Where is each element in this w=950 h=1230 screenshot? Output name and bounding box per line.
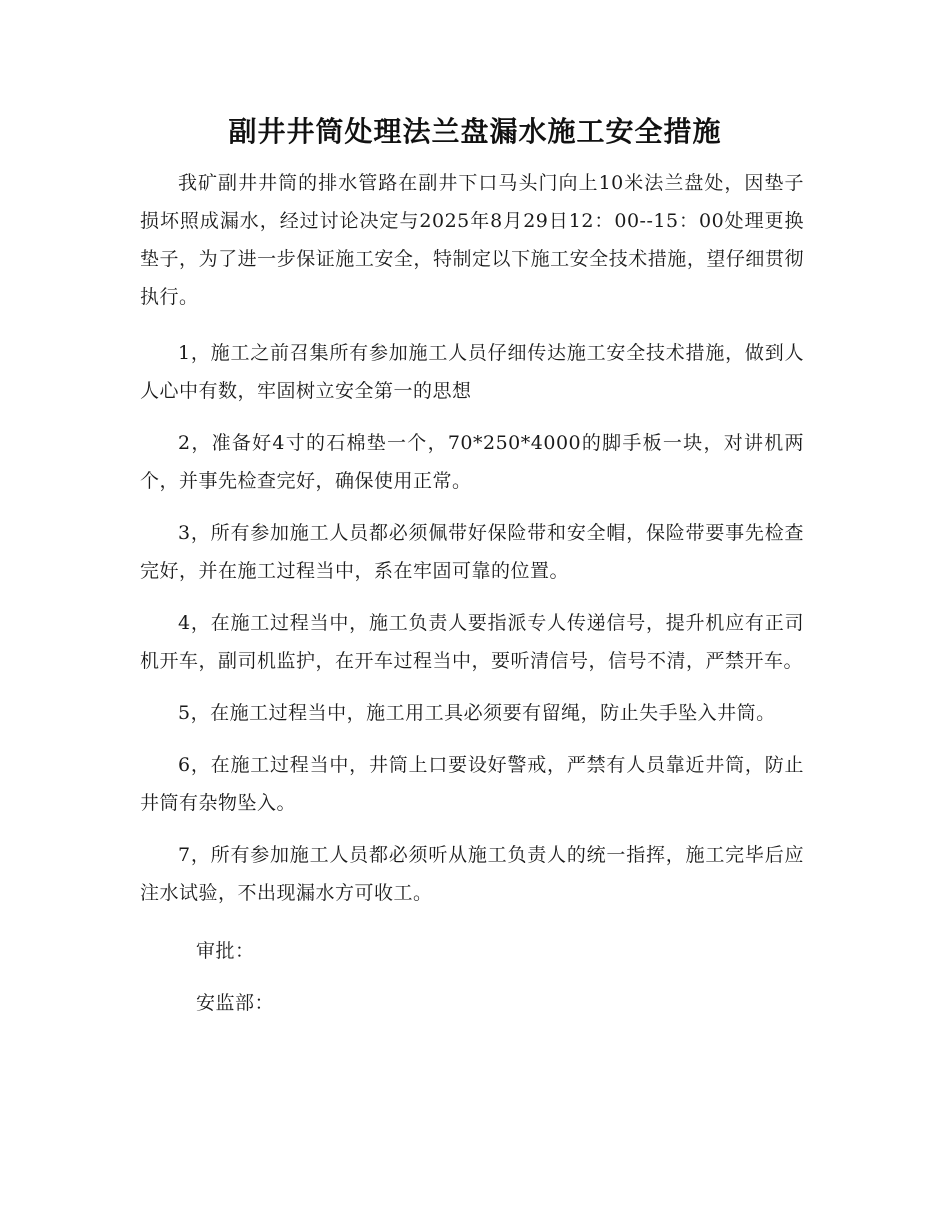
- intro-paragraph: 我矿副井井筒的排水管路在副井下口马头门向上10米法兰盘处，因垫子损坏照成漏水，经过讨论决定与2025年8月29日12：00--15：00处理更换垫子，为了进一步保证施工安全，特制定以下施工安全技术措施，望仔细贯彻执行。: [140, 172, 804, 308]
- measure-item-1: 1，施工之前召集所有参加施工人员仔细传达施工安全技术措施，做到人人心中有数，牢固树立安全第一的思想: [140, 342, 804, 402]
- measure-item-3: 3，所有参加施工人员都必须佩带好保险带和安全帽，保险带要事先检查完好，并在施工过程当中，系在牢固可靠的位置。: [140, 522, 804, 582]
- document-body: [140, 164, 804, 1036]
- measure-item-6: 6，在施工过程当中，井筒上口要设好警戒，严禁有人员靠近井筒，防止井筒有杂物坠入。: [140, 754, 804, 814]
- measure-item-2: 2，准备好4寸的石棉垫一个，70*250*4000的脚手板一块，对讲机两个，并事先检查完好，确保使用正常。: [140, 432, 804, 492]
- measure-item-5: 5，在施工过程当中，施工用工具必须要有留绳，防止失手坠入井筒。: [178, 702, 776, 724]
- measure-item-4: 4，在施工过程当中，施工负责人要指派专人传递信号，提升机应有正司机开车，副司机监护，在开车过程当中，要听清信号，信号不清，严禁开车。: [140, 612, 804, 672]
- measure-item-7: 7，所有参加施工人员都必须听从施工负责人的统一指挥，施工完毕后应注水试验，不出现漏水方可收工。: [140, 844, 804, 904]
- approval-label: 审批：: [196, 940, 255, 962]
- safety-dept-label: 安监部：: [196, 992, 275, 1014]
- document-title: 副井井筒处理法兰盘漏水施工安全措施: [228, 115, 722, 148]
